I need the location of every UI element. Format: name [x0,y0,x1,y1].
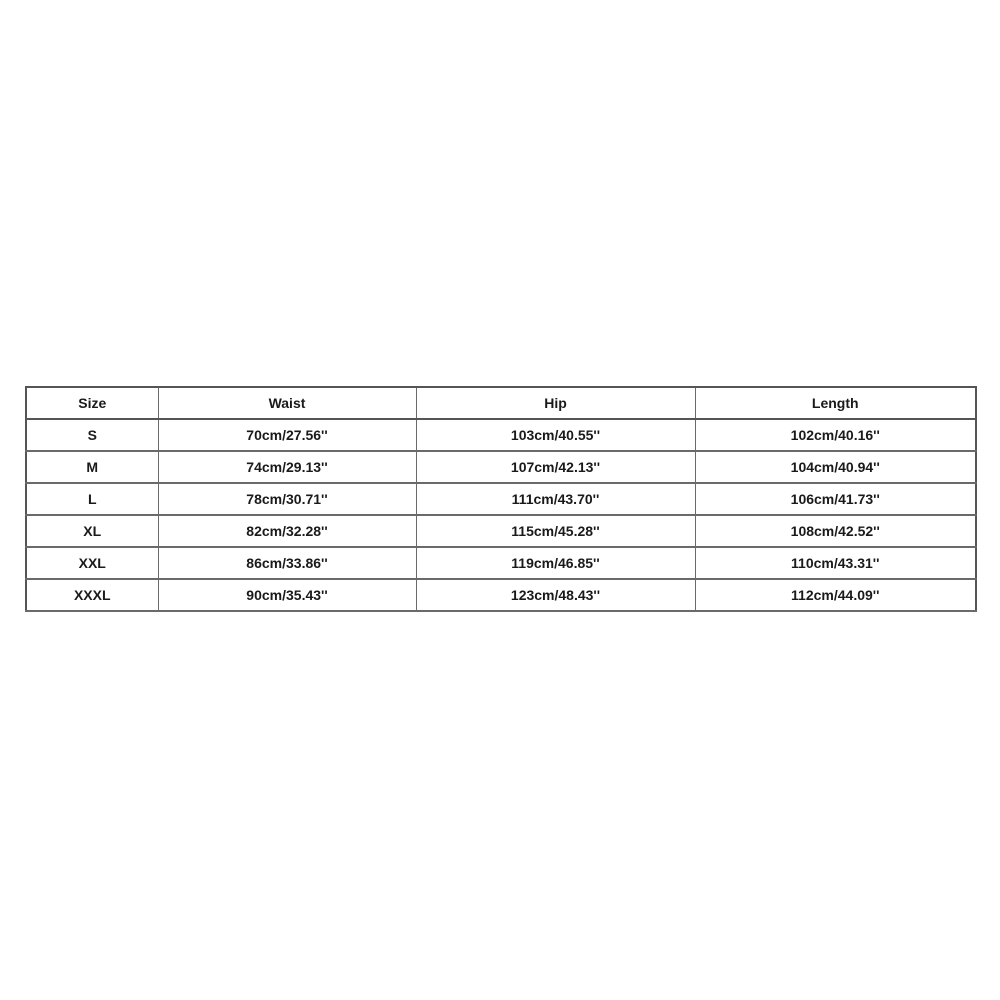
size-chart-table [25,386,977,612]
cell-length: 108cm/42.52'' [695,515,976,547]
cell-size: S [26,419,158,451]
cell-waist: 70cm/27.56'' [158,419,416,451]
cell-size: XL [26,515,158,547]
table-row [26,515,976,547]
table-row [26,483,976,515]
header-size: Size [26,387,158,419]
header-waist: Waist [158,387,416,419]
cell-length: 104cm/40.94'' [695,451,976,483]
cell-length: 102cm/40.16'' [695,419,976,451]
header-hip: Hip [416,387,695,419]
cell-length: 106cm/41.73'' [695,483,976,515]
cell-waist: 90cm/35.43'' [158,579,416,611]
cell-size: M [26,451,158,483]
table-row [26,451,976,483]
cell-hip: 107cm/42.13'' [416,451,695,483]
table-row [26,547,976,579]
cell-waist: 78cm/30.71'' [158,483,416,515]
cell-hip: 103cm/40.55'' [416,419,695,451]
table-row [26,419,976,451]
cell-length: 112cm/44.09'' [695,579,976,611]
cell-waist: 82cm/32.28'' [158,515,416,547]
cell-waist: 74cm/29.13'' [158,451,416,483]
cell-hip: 115cm/45.28'' [416,515,695,547]
table-row [26,579,976,611]
cell-waist: 86cm/33.86'' [158,547,416,579]
cell-size: L [26,483,158,515]
table-header-row [26,387,976,419]
cell-hip: 123cm/48.43'' [416,579,695,611]
header-length: Length [695,387,976,419]
cell-size: XXXL [26,579,158,611]
cell-length: 110cm/43.31'' [695,547,976,579]
cell-hip: 111cm/43.70'' [416,483,695,515]
cell-size: XXL [26,547,158,579]
cell-hip: 119cm/46.85'' [416,547,695,579]
